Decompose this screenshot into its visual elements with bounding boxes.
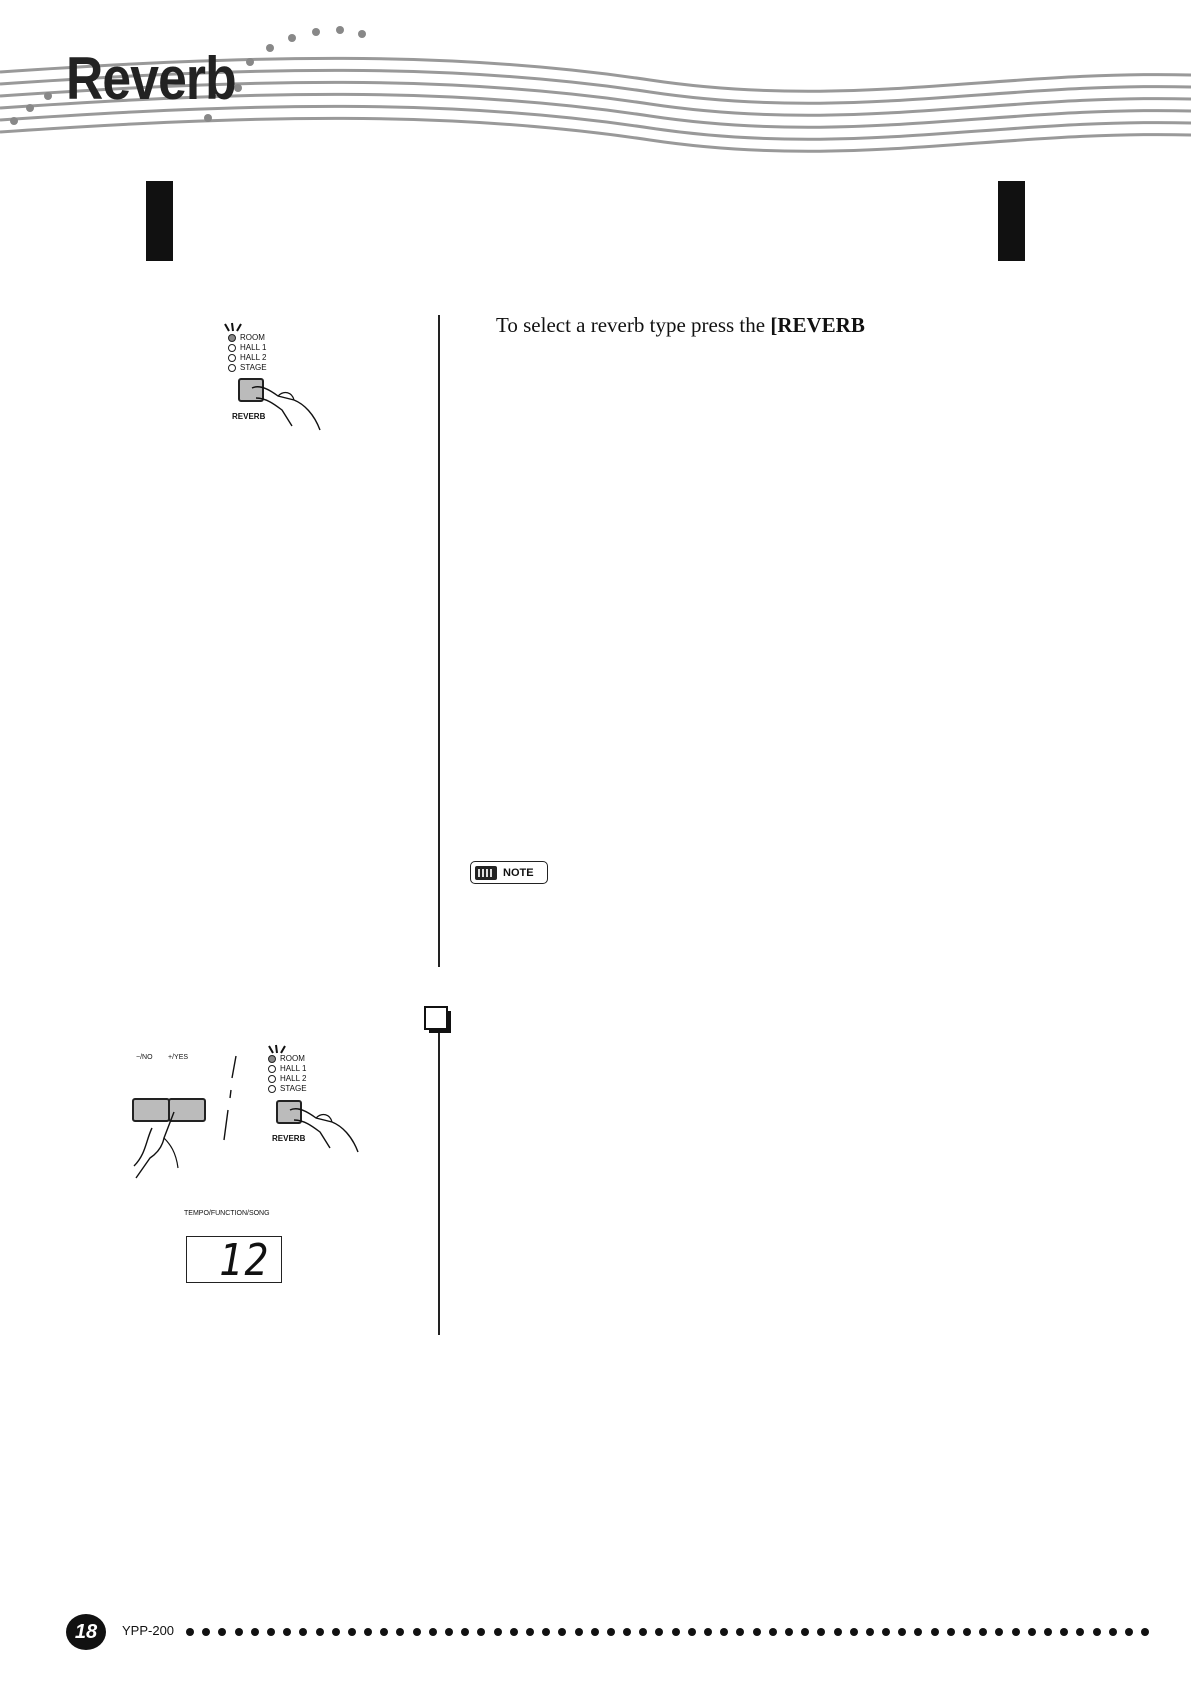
- led-icon: [228, 354, 236, 362]
- footer-dot: [299, 1628, 307, 1636]
- footer-dot: [979, 1628, 987, 1636]
- footer-dot: [1028, 1628, 1036, 1636]
- footer-dot: [1109, 1628, 1117, 1636]
- pressing-hand-icon: [248, 380, 328, 436]
- footer-dot: [817, 1628, 825, 1636]
- led-icon: [228, 364, 236, 372]
- footer-dot: [914, 1628, 922, 1636]
- reverb-button-label: REVERB: [272, 1134, 306, 1143]
- footer-dot: [736, 1628, 744, 1636]
- minus-no-label: −/NO: [136, 1054, 153, 1061]
- footer-dot: [1093, 1628, 1101, 1636]
- footer-dot: [218, 1628, 226, 1636]
- footer-dot: [607, 1628, 615, 1636]
- footer-dot: [461, 1628, 469, 1636]
- footer-dot-rule: [186, 1628, 1149, 1636]
- reverb-button-label: REVERB: [232, 412, 266, 421]
- led-indicator-arrows-icon: [268, 1044, 288, 1054]
- led-row: STAGE: [228, 363, 267, 373]
- panel-illustration-reverb: [222, 322, 332, 432]
- column-divider-lower: [438, 1018, 440, 1335]
- footer-dot: [785, 1628, 793, 1636]
- footer-dot: [542, 1628, 550, 1636]
- led-row: STAGE: [268, 1084, 307, 1094]
- footer-dot: [704, 1628, 712, 1636]
- plus-yes-label: +/YES: [168, 1054, 189, 1061]
- footer-dot: [769, 1628, 777, 1636]
- panel-separator-dashes-icon: [220, 1054, 240, 1144]
- footer-dot: [1076, 1628, 1084, 1636]
- footer-dot: [558, 1628, 566, 1636]
- note-badge: NOTE: [470, 861, 548, 884]
- led-icon: [268, 1065, 276, 1073]
- footer-dot: [510, 1628, 518, 1636]
- model-name: YPP-200: [122, 1623, 175, 1638]
- footer-dot: [380, 1628, 388, 1636]
- panel-illustration-depth: [120, 1040, 380, 1290]
- footer-dot: [947, 1628, 955, 1636]
- footer-dot: [364, 1628, 372, 1636]
- footer-dot: [1044, 1628, 1052, 1636]
- footer-dot: [963, 1628, 971, 1636]
- led-lit-icon: [268, 1055, 276, 1063]
- led-row: HALL 1: [228, 343, 267, 353]
- footer-dot: [995, 1628, 1003, 1636]
- led-row: ROOM: [268, 1054, 307, 1064]
- footer-dot: [753, 1628, 761, 1636]
- footer-dot: [575, 1628, 583, 1636]
- footer-dot: [348, 1628, 356, 1636]
- footer-dot: [267, 1628, 275, 1636]
- reverb-led-list: [268, 1054, 307, 1094]
- footer-dot: [477, 1628, 485, 1636]
- footer-dot: [332, 1628, 340, 1636]
- footer-dot: [931, 1628, 939, 1636]
- display-label: TEMPO/FUNCTION/SONG: [184, 1210, 270, 1217]
- led-row: HALL 2: [268, 1074, 307, 1084]
- led-icon: [268, 1075, 276, 1083]
- footer-dot: [202, 1628, 210, 1636]
- keyboard-icon: [475, 866, 497, 880]
- footer-dot: [672, 1628, 680, 1636]
- reverb-led-list: [228, 333, 267, 373]
- led-row: HALL 1: [268, 1064, 307, 1074]
- page-title: Reverb: [66, 45, 236, 112]
- footer-dot: [834, 1628, 842, 1636]
- footer-dot: [850, 1628, 858, 1636]
- led-lit-icon: [228, 334, 236, 342]
- footer-dot: [186, 1628, 194, 1636]
- footer-dot: [1060, 1628, 1068, 1636]
- section-bar-left: [146, 181, 173, 261]
- footer-dot: [898, 1628, 906, 1636]
- body-paragraph: To select a reverb type press the [REVERB: [496, 313, 865, 337]
- footer-dot: [866, 1628, 874, 1636]
- reverb-button-reference: [REVERB: [770, 313, 865, 337]
- footer-dot: [526, 1628, 534, 1636]
- led-row: HALL 2: [228, 353, 267, 363]
- footer-dot: [591, 1628, 599, 1636]
- checkbox-icon: [424, 1006, 454, 1036]
- section-bar-right: [998, 181, 1025, 261]
- led-display: [186, 1235, 282, 1286]
- footer-dot: [655, 1628, 663, 1636]
- footer-dot: [396, 1628, 404, 1636]
- footer-dot: [445, 1628, 453, 1636]
- footer-dot: [251, 1628, 259, 1636]
- footer-dot: [235, 1628, 243, 1636]
- footer-dot: [801, 1628, 809, 1636]
- display-value: 12: [218, 1235, 271, 1286]
- led-indicator-arrows-icon: [224, 322, 244, 332]
- footer-dot: [688, 1628, 696, 1636]
- pressing-hand-icon: [126, 1108, 196, 1180]
- footer-dot: [316, 1628, 324, 1636]
- footer-dot: [283, 1628, 291, 1636]
- led-icon: [268, 1085, 276, 1093]
- page-number-badge: 18: [66, 1614, 106, 1650]
- footer-dot: [494, 1628, 502, 1636]
- footer-dot: [1012, 1628, 1020, 1636]
- footer-dot: [413, 1628, 421, 1636]
- footer-dot: [429, 1628, 437, 1636]
- footer-dot: [1141, 1628, 1149, 1636]
- footer-dot: [882, 1628, 890, 1636]
- pressing-hand-icon: [286, 1102, 366, 1158]
- footer-dot: [623, 1628, 631, 1636]
- footer-dot: [639, 1628, 647, 1636]
- led-icon: [228, 344, 236, 352]
- footer-dot: [1125, 1628, 1133, 1636]
- led-row: ROOM: [228, 333, 267, 343]
- column-divider-upper: [438, 315, 440, 967]
- footer-dot: [720, 1628, 728, 1636]
